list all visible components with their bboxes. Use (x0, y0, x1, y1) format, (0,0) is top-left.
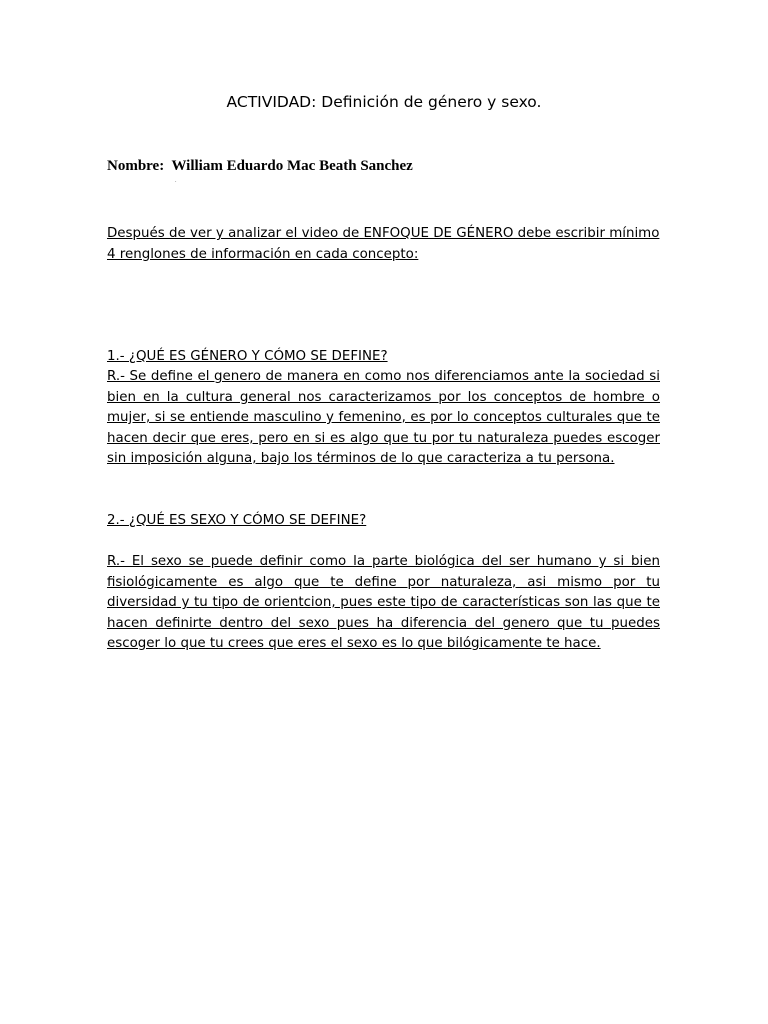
answer-2-text: R.- El sexo se puede definir como la parte biológica del ser humano y si bien fisiológicamente es algo que te define por naturaleza, asi mismo por tu diversidad y tu tipo de orientcion, pues este tipo de características son las que te hacen definirte dentro del sexo pues ha diferencia del genero que tu puedes escoger lo que tu crees que eres el sexo es lo que bilógicamente te hace. (107, 554, 660, 651)
question-1-heading: 1.- ¿QUÉ ES GÉNERO Y CÓMO SE DEFINE? (107, 349, 388, 364)
answer-1-text: R.- Se define el genero de manera en como nos diferenciamos ante la sociedad si bien en la cultura general nos caracterizamos por los conceptos de hombre o mujer, si se entiende masculino y femenino, es por lo conceptos culturales que te hacen decir que eres, pero en si es algo que tu por tu naturaleza puedes escoger sin imposición alguna, bajo los términos de lo que caracteriza a tu persona. (107, 369, 660, 466)
instructions-text: Después de ver y analizar el video de ENFOQUE DE GÉNERO debe escribir mínimo 4 renglones de información en cada concepto: (107, 226, 660, 262)
document-title: ACTIVIDAD: Definición de género y sexo. (226, 93, 542, 111)
name-mark: . (175, 178, 177, 184)
question-2-heading: 2.- ¿QUÉ ES SEXO Y CÓMO SE DEFINE? (107, 513, 367, 528)
student-name-line: Nombre: William Eduardo Mac Beath Sanchez (107, 158, 413, 174)
